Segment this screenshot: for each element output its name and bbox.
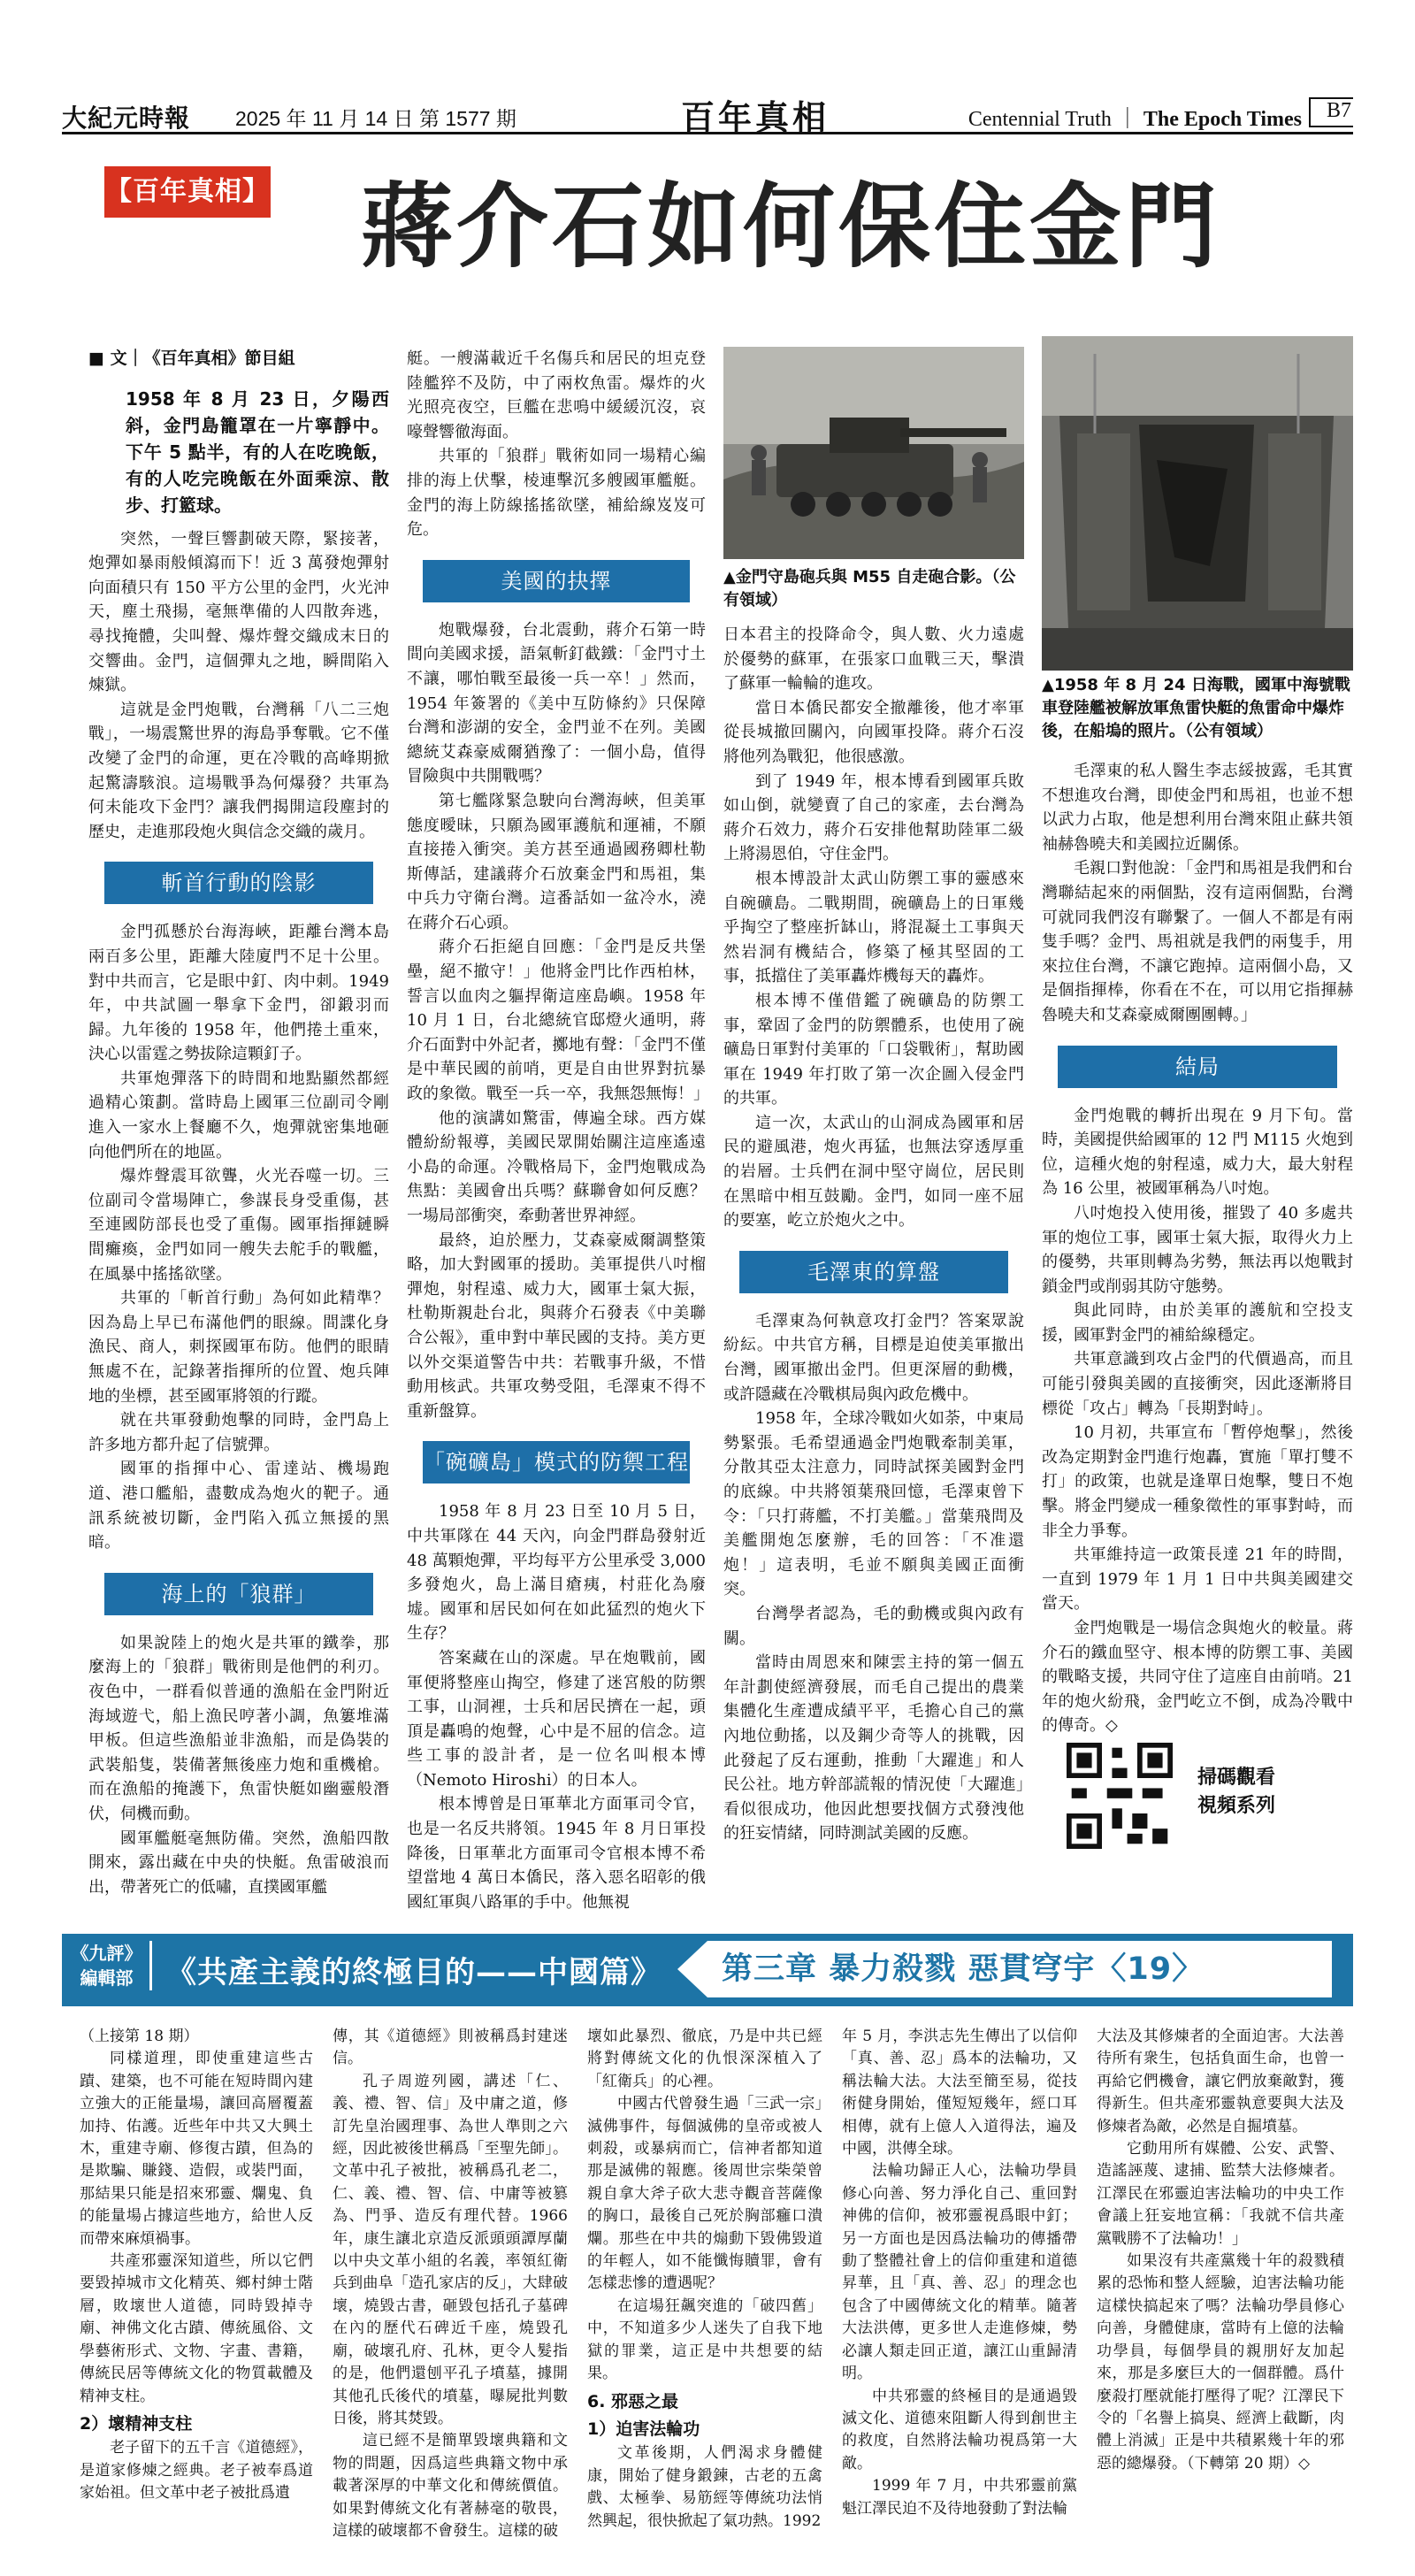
paragraph: 根本博設計太武山防禦工事的靈感來自碗礦島。二戰期間，碗礦島上的日軍幾乎掏空了整座折缽山，將混凝土工事與天然岩洞有機結合，修築了極其堅固的工事，抵擋住了美軍轟炸機每天的轟炸。 — [723, 869, 1024, 986]
paragraph: 中國古代曾發生過「三武一宗」滅佛事件，每個滅佛的皇帝或被人刺殺，或暴病而亡，信神者都知道那是滅佛的報應。後周世宗柴榮曾親自拿大斧子砍大悲寺觀音菩薩像的胸口，最後自己死於胸部癰口潰爛。那些在中共的煽動下毀佛毀道的年輕人，如不能懺悔贖罪，會有怎樣悲慘的遭遇呢？ — [587, 2095, 822, 2293]
paragraph: 同樣道理，即使重建這些古蹟、建築，也不可能在短時間內建立強大的正能量場，讓回高層覆蓋加持、佑護。近些年中共又大興土木，重建寺廟、修復古蹟，但為的是欺騙、賺錢、造假，或裝門面，那結果只能是招來邪靈、爛鬼、負的能量場占據這些地方，給世人反而帶來麻煩禍事。 — [80, 2050, 313, 2248]
paragraph: 在這場狂飆突進的「破四舊」中，不知道多少人迷失了自我下地獄的罪業，這正是中共想要的結果。 — [587, 2296, 822, 2383]
paragraph: 共軍維持這一政策長達 21 年的時間，一直到 1979 年 1 月 1 日中共與美國建交當天。 — [1042, 1545, 1353, 1614]
subheading: 1）迫害法輪功 — [587, 2419, 700, 2439]
subheading-mao-calculation: 毛澤東的算盤 — [739, 1251, 1008, 1293]
series-column-3 — [587, 2026, 822, 2530]
paragraph: 他的演講如驚雷，傳遍全球。西方媒體紛紛報導，美國民眾開始關注這座遙遠小島的命運。冷戰格局下，金門炮戰成為焦點：美國會出兵嗎？蘇聯會如何反應？一場局部衝突，牽動著世界神經。 — [407, 1108, 706, 1225]
article-column-3 — [723, 623, 1024, 1904]
qr-code-icon[interactable] — [1067, 1743, 1173, 1849]
paragraph: 根本博曾是日軍華北方面軍司令官，也是一名反共將領。1945 年 8 月日軍投降後，日軍華北方面軍司令官根本博不希望當地 4 萬日本僑民，落入惡名昭彰的俄國紅軍與八路軍的手中。他無視 — [407, 1795, 706, 1912]
issue-date: 2025 年 11 月 14 日 第 1577 期 — [235, 107, 516, 130]
lead-paragraph: 1958 年 8 月 23 日，夕陽西斜，金門島籠罩在一片寧靜中。下午 5 點半，有的人在吃晚飯，有的人吃完晚飯在外面乘涼、散步、打籃球。 — [126, 387, 389, 516]
paragraph: 如果沒有共產黨幾十年的殺戮積累的恐怖和整人經驗，迫害法輪功能這樣快搞起來了嗎？法輪功學員修心向善，身體健康，當時有上億的法輪功學員，每個學員的親朋好友加起來，那是多麼巨大的一個群體。爲什麼殺打壓就能打壓得了呢？江澤民下令的「名譽上搞臭、經濟上截斷，肉體上消滅」正是中共積累幾十年的邪惡的總爆發。（下轉第 20 期）◇ — [1097, 2252, 1344, 2472]
subheading-us-choice: 美國的抉擇 — [423, 560, 690, 602]
subheading-ending: 結局 — [1058, 1046, 1337, 1088]
paragraph: 金門孤懸於台海海峽，距離台灣本島兩百多公里，距離大陸廈門不足十公里。對中共而言，它是眼中釘、肉中刺。1949 年，中共試圖一舉拿下金門，卻鍛羽而歸。九年後的 1958 年，他們捲土重來，決心以雷霆之勢拔除這顆釘子。 — [88, 923, 389, 1064]
paragraph: 年 5 月，李洪志先生傳出了以信仰「真、善、忍」爲本的法輪功，又稱法輪大法。大法至簡至易，從技術健身開始，僅短短幾年，經口耳相傳，就有上億人入道得法，遍及中國，洪傳全球。 — [842, 2028, 1077, 2158]
paragraph: 中共邪靈的終極目的是通過毀滅文化、道德來阻斷人得到創世主的救度，自然將法輪功視爲第一大敵。 — [842, 2387, 1077, 2472]
newspaper-logo: 大紀元時報 — [62, 104, 191, 133]
paragraph: 毛澤東為何執意攻打金門？答案眾說紛紜。中共官方稱，目標是迫使美軍撤出台灣，國軍撤出金門。但更深層的動機，或許隱藏在冷戰棋局與內政危機中。 — [723, 1311, 1024, 1404]
paragraph: 10 月初，共軍宣布「暫停炮擊」，然後改為定期對金門進行炮轟，實施「單打雙不打」的政策，也就是逢單日炮擊，雙日不炮擊。將金門變成一種象徵性的軍事對峙，而非全力爭奪。 — [1042, 1423, 1353, 1540]
section-english: Centennial Truth ｜ The Epoch Times — [968, 108, 1302, 131]
paragraph: 如果說陸上的炮火是共軍的鐵拳，那麼海上的「狼群」戰術則是他們的利刃。夜色中，一群看似普通的漁船在金門附近海域遊弋，船上漁民哼著小調，魚簍堆滿甲板。但這些漁船並非漁船，而是偽裝的武裝船隻，裝備著無後座力炮和重機槍。而在漁船的掩護下，魚雷快艇如幽靈般潛伏，伺機而動。 — [88, 1633, 389, 1823]
paragraph: 它動用所有媒體、公安、武警、造謠誣蔑、逮捕、監禁大法修煉者。江澤民在邪靈迫害法輪功的中央工作會議上狂妄地宣稱：「我就不信共產黨戰勝不了法輪功！」 — [1097, 2140, 1344, 2248]
paragraph: 金門炮戰是一場信念與炮火的較量。蔣介石的鐵血堅守、根本博的防禦工事、美國的戰略支援，共同守住了這座自由前哨。21 年的炮火紛飛，金門屹立不倒，成為冷戰中的傳奇。◇ — [1042, 1619, 1353, 1736]
brand-name: The Epoch Times — [1143, 108, 1302, 131]
paragraph: 突然，一聲巨響劃破天際，緊接著，炮彈如暴雨般傾瀉而下！近 3 萬發炮彈射向面積只有 150 平方公里的金門，火光沖天，塵土飛揚，毫無準備的人四散奔逃，尋找掩體，尖叫聲、爆炸聲交織成末日的交響曲。金門，這個彈丸之地，瞬間陷入煉獄。 — [88, 529, 389, 695]
paragraph: 1958 年，全球冷戰如火如荼，中東局勢緊張。毛希望通過金門炮戰牽制美軍，分散其亞太注意力，同時試探美國對金門的底線。中共將領葉飛回憶，毛澤東曾下令：「只打蔣艦，不打美艦。」當葉飛問及美艦開炮怎麼辦，毛的回答：「不准還炮！」這表明，毛並不願與美國正面衝突。 — [723, 1409, 1024, 1599]
paragraph: 法輪功歸正人心，法輪功學員修心向善、努力淨化自己、重回對神佛的信仰，被邪靈視爲眼中釘；另一方面也是因爲法輪功的傳播帶動了整體社會上的信仰重建和道德昇華，且「真、善、忍」的理念也包含了中國傳統文化的精華。隨著大法洪傳，更多世人走進修煉，勢必讓人類走回正道，讓江山重歸清明。 — [842, 2162, 1077, 2383]
masthead — [62, 96, 1353, 137]
article-headline: 蔣介石如何保住金門 — [361, 172, 1221, 280]
photo-caption-artillery: ▲金門守島砲兵與 M55 自走砲合影。（公有領域） — [723, 568, 1016, 610]
paragraph: 這就是金門炮戰，台灣稱「八二三炮戰」，一場震驚世界的海島爭奪戰。它不僅改變了金門的命運，更在冷戰的高峰期掀起驚濤駭浪。這場戰爭為何爆發？共軍為何未能攻下金門？讓我們揭開這段塵封的歷史，走進那段炮火與信念交織的歲月。 — [88, 700, 389, 841]
paragraph: 與此同時，由於美軍的護航和空投支援，國軍對金門的補給線穩定。 — [1042, 1301, 1353, 1345]
column-tag: 【百年真相】 — [104, 166, 271, 218]
paragraph: 共軍的「斬首行動」為何如此精準？因為島上早已布滿他們的眼線。間諜化身漁民、商人，刺探國軍布防。他們的眼睛無處不在，記錄著指揮所的位置、炮兵陣地的坐標，甚至國軍將領的行蹤。 — [88, 1289, 389, 1406]
subheading-decapitation: 斬首行動的陰影 — [104, 862, 373, 904]
paragraph: 國軍艦艇毫無防備。突然，漁船四散開來，露出藏在中央的快艇。魚雷破浪而出，帶著死亡的低嘯，直撲國軍艦 — [88, 1828, 389, 1897]
article-column-1 — [88, 347, 389, 1904]
paragraph: 艇。一艘滿載近千名傷兵和居民的坦克登陸艦猝不及防，中了兩枚魚雷。爆炸的火光照亮夜空，巨艦在悲鳴中緩緩沉沒，哀嚎聲響徹海面。 — [407, 349, 706, 441]
paragraph: 根本博不僅借鑑了碗礦島的防禦工事，鞏固了金門的防禦體系，也使用了碗礦島日軍對付美軍的「口袋戰術」，幫助國軍在 1949 年打敗了第一次企圖入侵金門的共軍。 — [723, 991, 1024, 1108]
paragraph: 文革後期，人們渴求身體健康，開始了健身鍛鍊，古老的五禽戲、太極拳、易筋經等傳統功法悄然興起，很快掀起了氣功熱。1992 — [587, 2444, 822, 2530]
paragraph: 台灣學者認為，毛的動機或與內政有關。 — [723, 1604, 1024, 1648]
paragraph: 到了 1949 年，根本博看到國軍兵敗如山倒，就變賣了自己的家產，去台灣為蔣介石效力，蔣介石安排他幫助陸軍二級上將湯恩伯，守住金門。 — [723, 771, 1024, 864]
paragraph: 共軍炮彈落下的時間和地點顯然都經過精心策劃。當時島上國軍三位副司令剛進入一家水上餐廳不久，炮彈就密集地砸向他們所在的地區。 — [88, 1069, 389, 1162]
paragraph: 國軍的指揮中心、雷達站、機場跑道、港口艦船，盡數成為炮火的靶子。通訊系統被切斷，金門陷入孤立無援的黑暗。 — [88, 1460, 389, 1552]
paragraph: 最終，迫於壓力，艾森豪威爾調整策略，加大對國軍的援助。美軍提供八吋榴彈炮，射程遠、威力大，國軍士氣大振，杜勒斯親赴台北，與蔣介石發表《中美聯合公報》，重申對中華民國的支持。美方更以外交渠道警告中共：若戰事升級，不惜動用核武。共軍攻勢受阻，毛澤東不得不重新盤算。 — [407, 1230, 706, 1421]
photo-artillery — [723, 347, 1024, 559]
photo-caption-ship: ▲1958 年 8 月 24 日海戰，國軍中海號戰車登陸艦被解放軍魚雷快艇的魚雷命中爆炸後，在船塢的照片。（公有領域） — [1042, 676, 1350, 740]
subheading: 2）壞精神支柱 — [80, 2413, 193, 2434]
series-column-4 — [842, 2026, 1077, 2521]
series-column-1 — [80, 2026, 313, 2521]
subheading-wolfpack: 海上的「狼群」 — [104, 1573, 373, 1615]
page-number: B7 — [1309, 97, 1353, 127]
paragraph: 金門炮戰的轉折出現在 9 月下旬。當時，美國提供給國軍的 12 門 M115 火炮到位，這種火炮的射程遠，威力大，最大射程為 16 公里，被國軍稱為八吋炮。 — [1042, 1106, 1353, 1199]
section-title: 百年真相 — [681, 98, 830, 137]
paragraph: 就在共軍發動炮擊的同時，金門島上許多地方都升起了信號彈。 — [88, 1411, 389, 1454]
series-tag: 《九評》 編輯部 — [71, 1941, 152, 1990]
paragraph: 1999 年 7 月，中共邪靈前黨魁江澤民迫不及待地發動了對法輪 — [842, 2477, 1077, 2518]
byline: ■ 文｜《百年真相》節目組 — [88, 349, 295, 368]
paragraph: 這已經不是簡單毀壞典籍和文物的問題，因爲這些典籍文物中承載著深厚的中華文化和傳統價值。如果對傳統文化有著赫毫的敬畏，這樣的破壞都不會發生。這樣的破 — [333, 2432, 568, 2540]
series-banner — [62, 1934, 1353, 2006]
paragraph: （上接第 18 期） — [80, 2028, 199, 2045]
paragraph: 當日本僑民都安全撤離後，他才率軍從長城撤回關內，向國軍投降。蔣介石沒將他列為戰犯，他很感激。 — [723, 698, 1024, 766]
paragraph: 答案藏在山的深處。早在炮戰前，國軍便將整座山掏空，修建了迷宮般的防禦工事，山洞裡，士兵和居民擠在一起，頭頂是轟鳴的炮聲，心中是不屈的信念。這些工事的設計者，是一位名叫根本博（Nemoto Hiroshi）的日本人。 — [407, 1648, 706, 1790]
damaged-ship-image — [1042, 336, 1353, 671]
qr-pattern — [1067, 1743, 1173, 1849]
paragraph: 1958 年 8 月 23 日至 10 月 5 日，中共軍隊在 44 天內，向金門群島發射近 48 萬顆炮彈，平均每平方公里承受 3,000 多發炮火，島上滿目瘡痍，村莊化為廢墟。國軍和居民如何在如此猛烈的炮火下生存？ — [407, 1502, 706, 1644]
article-column-4 — [1042, 759, 1353, 1736]
paragraph: 共軍的「狼群」戰術如同一場精心編排的海上伏擊，棱連擊沉多艘國軍艦艇。金門的海上防線搖搖欲墜，補給線岌岌可危。 — [407, 447, 706, 540]
paragraph: 當時由周恩來和陳雲主持的第一個五年計劃使經濟發展，而毛自己提出的農業集體化生產遭成績平平，毛擔心自己的黨內地位動搖，以及鋼少奇等人的挑戰，因此發起了反右運動，推動「大躍進」和人民公社。地方幹部謊報的情況使「大躍進」看似很成功，他因此想要找個方式發洩他的狂妄情緒，同時測試美國的反應。 — [723, 1653, 1024, 1844]
qr-label: 掃碼觀看 視頻系列 — [1197, 1767, 1276, 1817]
paragraph: 大法及其修煉者的全面迫害。大法善待所有衆生，包括負面生命，也曾一再給它們機會，讓它們放棄敵對，獲得新生。但共產邪靈執意要與大法及修煉者為敵，必然是自掘墳墓。 — [1097, 2028, 1344, 2135]
paragraph: 孔子周遊列國，講述「仁、義、禮、智、信」及中庸之道，修訂先皇治國理事、為世人準則之六經，因此被後世稱爲「至聖先師」。文革中孔子被批，被稱爲孔老二，仁、義、禮、智、信、中庸等被篡為、門爭、造反有理代替。1966 年，康生讓北京造反派頭頭譚厚蘭以中央文革小組的名義，率領紅衛兵到曲阜「造孔家店的反」，大肆破壞，燒毀古書，砸毀包括孔子墓碑在內的歷代石碑近千座，燒毀孔廟，破壞孔府、孔林，更令人髮指的是，他們還刨平孔子墳墓，據開其他孔氏後代的墳墓，曝屍批判數日後，將其焚毀。 — [333, 2072, 568, 2427]
paragraph: 這一次，太武山的山洞成為國軍和居民的避風港，炮火再猛，也無法穿透厚重的岩層。士兵們在洞中堅守崗位，居民則在黑暗中相互鼓勵。金門，如同一座不屈的要塞，屹立於炮火之中。 — [723, 1113, 1024, 1230]
paragraph: 共產邪靈深知道些，所以它們要毀掉城市文化精英、鄉村紳士階層，敗壞世人道德，同時毀掉寺廟、神佛文化古蹟、傳統風俗、文學藝術形式、文物、字畫、書籍，傳統民居等傳統文化的物質載體及精神支柱。 — [80, 2252, 313, 2405]
paragraph: 傳，其《道德經》則被稱爲封建迷信。 — [333, 2028, 568, 2068]
paragraph: 爆炸聲震耳欲聾，火光吞噬一切。三位副司令當場陣亡，參謀長身受重傷，甚至連國防部長也受了重傷。國軍指揮鏈瞬間癱瘓，金門如同一艘失去舵手的戰艦，在風暴中搖搖欲墜。 — [88, 1167, 389, 1284]
paragraph: 壞如此暴烈、徹底，乃是中共已經將對傳統文化的仇恨深深植入了「紅衛兵」的心裡。 — [587, 2028, 822, 2090]
paragraph: 日本君主的投降命令，與人數、火力遠處於優勢的蘇軍，在張家口血戰三天，擊潰了蘇軍一輪輪的進攻。 — [723, 625, 1024, 694]
paragraph: 老子留下的五千言《道德經》，是道家修煉之經典。老子被奉爲道家始祖。但文革中老子被批爲遺 — [80, 2439, 313, 2503]
paragraph: 共軍意識到攻占金門的代價過高，而且可能引發與美國的直接衝突，因此逐漸將目標從「攻占」轉為「長期對峙」。 — [1042, 1350, 1353, 1418]
paragraph: 毛親口對他說：「金門和馬祖是我們和台灣聯結起來的兩個點，沒有這兩個點，台灣可就同我們沒有聯繫了。一個人不都是有兩隻手嗎？金門、馬祖就是我們的兩隻手，用來拉住台灣，不讓它跑掉。這兩個小島，又是個指揮棒，你看在不在，可以用它指揮赫魯曉夫和艾森豪威爾團團轉。」 — [1042, 859, 1353, 1024]
series-column-2 — [333, 2026, 568, 2540]
subheading: 6. 邪惡之最 — [587, 2391, 679, 2411]
series-title: 《共產主義的終極目的——中國篇》 — [166, 1955, 662, 1990]
paragraph: 炮戰爆發，台北震動，蔣介石第一時間向美國求援，語氣斬釘截鐵：「金門寸土不讓，哪怕戰至最後一兵一卒！」然而，1954 年簽署的《美中互防條約》只保障台灣和澎湖的安全，金門並不在列。美國總統艾森豪威爾猶豫了：一個小島，值得冒險與中共開戰嗎？ — [407, 620, 706, 786]
series-chapter: 第三章 暴力殺戮 惡貫穹宇〈19〉 — [708, 1941, 1332, 1997]
series-column-5 — [1097, 2026, 1344, 2521]
photo-damaged-ship — [1042, 336, 1353, 671]
paragraph: 毛澤東的私人醫生李志綏披露，毛其實不想進攻台灣，即使金門和馬祖，也並不想以武力占取，他是想利用台灣來阻止蘇共領袖赫魯曉夫和美國拉近關係。 — [1042, 762, 1353, 854]
paragraph: 蔣介石拒絕自回應：「金門是反共堡壘，絕不撤守！」他將金門比作西柏林，誓言以血肉之軀捍衛這座島嶼。1958 年 10 月 1 日，台北總統官邸燈火通明，蔣介石面對中外記者，擲地有聲：「金門不僅是中華民國的前哨，更是自由世界對抗暴政的象徵。戰至一兵一卒，我無怨無悔！」 — [407, 938, 709, 1104]
artillery-tank-image — [723, 347, 1024, 559]
article-column-2 — [407, 347, 709, 1912]
paragraph: 八吋炮投入使用後，摧毀了 40 多處共軍的炮位工事，國軍士氣大振，取得火力上的優勢，共軍則轉為劣勢，無法再以炮戰封鎖金門或削弱其防守態勢。 — [1042, 1203, 1353, 1296]
paragraph: 第七艦隊緊急駛向台灣海峽，但美軍態度曖昧，只願為國軍護航和運補，不願直接捲入衝突。美方甚至通過國務卿杜勒斯傳話，建議蔣介石放棄金門和馬祖，集中兵力守衛台灣。這番話如一盆冷水，澆在蔣介石心頭。 — [407, 791, 706, 932]
subheading-iwojima-model: 「碗礦島」模式的防禦工程 — [423, 1441, 690, 1484]
